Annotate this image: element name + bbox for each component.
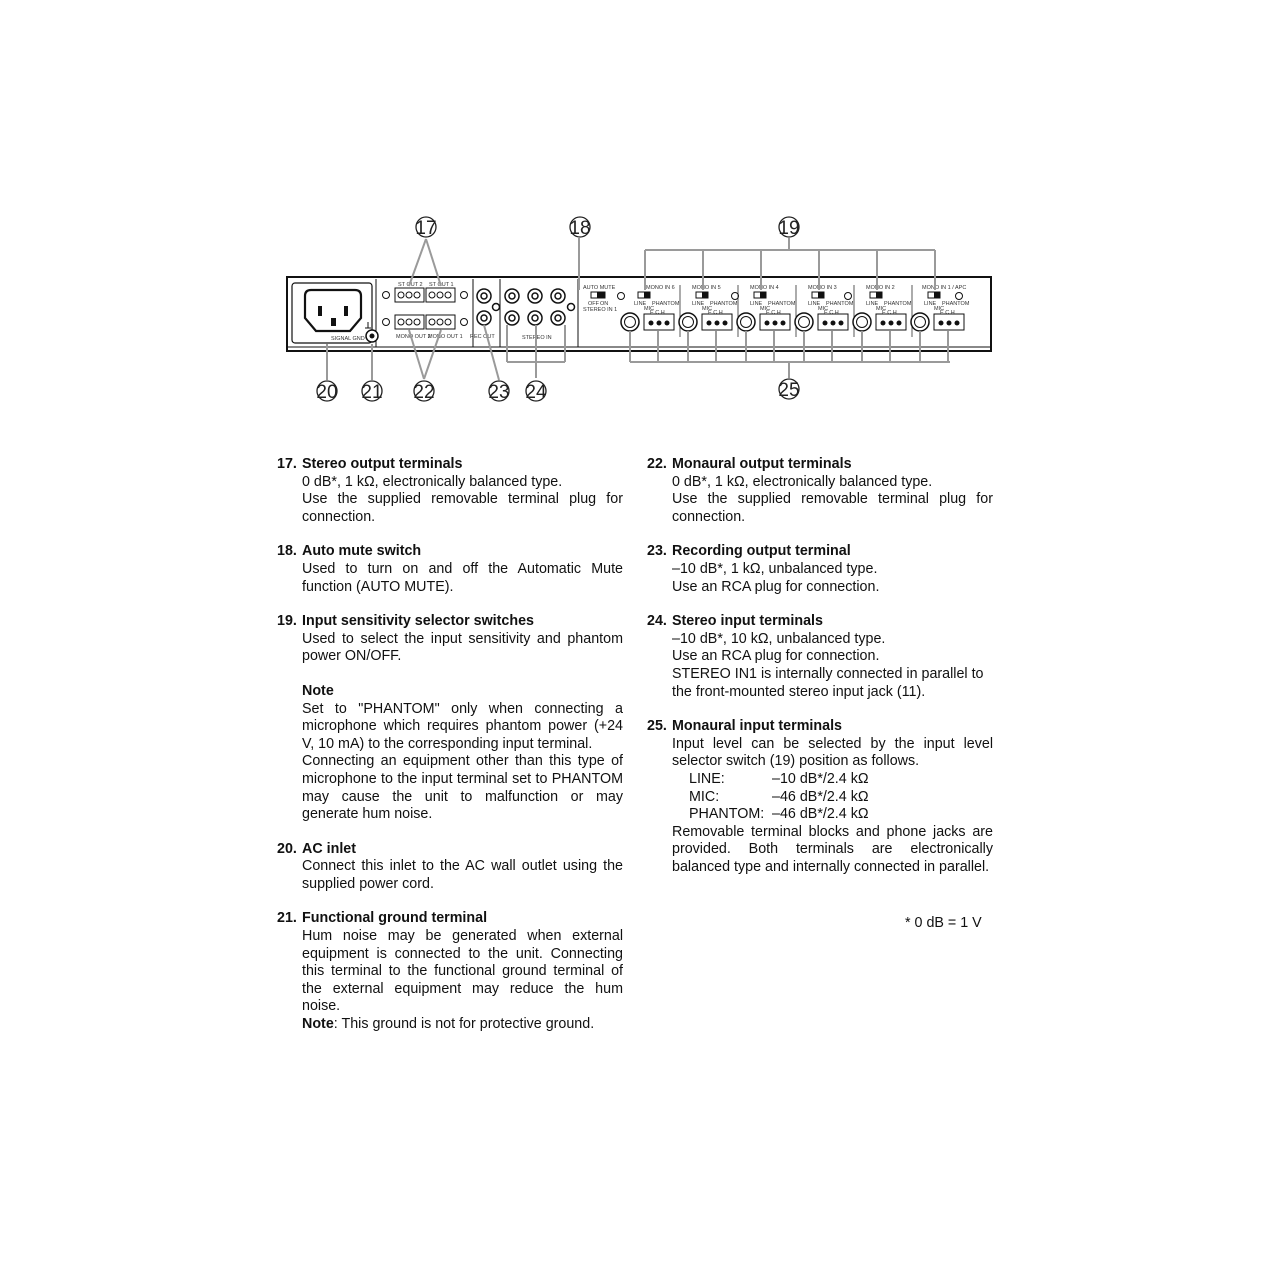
level-label: PHANTOM: (689, 806, 765, 823)
item-text: –10 dB*, 1 kΩ, unbalanced type. (672, 560, 878, 577)
item-text: Use the supplied removable terminal plug for connection. (302, 491, 623, 525)
callout-19 (778, 217, 799, 239)
item-text: Use the supplied removable terminal plug for connection. (672, 491, 993, 525)
item-17 (277, 456, 623, 526)
auto-mute-off-label: OFF (588, 301, 599, 307)
mono-in-label: MONO IN 2 (866, 285, 895, 291)
phantom-label: PHANTOM (710, 301, 738, 307)
svg-text:25: 25 (778, 380, 800, 401)
item-text: Removable terminal blocks and phone jacks are provided. Both terminals are electronically balanced type and internally connected in parallel. (672, 823, 993, 875)
callout-17 (415, 217, 436, 239)
callout-23 (488, 381, 509, 403)
svg-text:19: 19 (778, 218, 800, 239)
ech-label: E C H (650, 310, 665, 316)
item-21 (277, 910, 623, 1033)
level-row (689, 806, 993, 824)
note-label: Note (302, 1016, 334, 1033)
mono-out-2-label: MONO OUT 2 (396, 334, 431, 340)
item-number: 18. (277, 543, 297, 560)
input-level-table (672, 771, 993, 824)
item-title: Input sensitivity selector switches (302, 613, 535, 630)
item-text: Connect this inlet to the AC wall outlet using the supplied power cord. (302, 858, 623, 892)
note-text: Connecting an equipment other than this type of microphone to the input terminal set to PHANTOM may cause the unit to malfunction or may generate hum noise. (302, 753, 623, 823)
item-23 (647, 543, 993, 596)
item-24 (647, 613, 993, 701)
item-22 (647, 456, 993, 526)
mono-out-1-label: MONO OUT 1 (428, 334, 463, 340)
svg-text:23: 23 (488, 382, 510, 403)
item-number: 21. (277, 910, 297, 927)
item-text: STEREO IN1 is internally connected in parallel to the front-mounted stereo input jack (11). (672, 665, 984, 700)
mono-in-label: MONO IN 6 (646, 285, 675, 291)
callout-24 (525, 381, 547, 403)
callout-20 (316, 381, 337, 403)
item-title: Monaural input terminals (672, 718, 842, 735)
auto-mute-label: AUTO MUTE (583, 285, 616, 291)
item-20 (277, 841, 623, 894)
note-heading: Note (302, 682, 334, 699)
item-text: Use an RCA plug for connection. (672, 648, 880, 665)
auto-mute-switch (591, 292, 605, 298)
mic-label: MIC (760, 306, 771, 312)
item-text: Used to select the input sensitivity and phantom power ON/OFF. (302, 630, 623, 665)
ech-label: E C H (708, 310, 723, 316)
note-text: Set to "PHANTOM" only when connecting a microphone which requires phantom power (+24 V, 10 mA) to the corresponding input terminal. (302, 700, 623, 752)
item-number: 19. (277, 613, 297, 630)
line-label: LINE (750, 301, 763, 307)
callout-22 (413, 381, 434, 403)
line-label: LINE (924, 301, 937, 307)
mic-label: MIC (702, 306, 713, 312)
item-number: 22. (647, 456, 667, 472)
line-label: LINE (634, 301, 647, 307)
item-18 (277, 543, 623, 596)
level-label: LINE: (689, 770, 725, 787)
phantom-label: PHANTOM (768, 301, 796, 307)
item-text: 0 dB*, 1 kΩ, electronically balanced type. (302, 473, 563, 490)
item-25 (647, 718, 993, 876)
svg-text:18: 18 (569, 218, 591, 239)
auto-mute-stereo-label: STEREO IN 1 (583, 307, 618, 313)
ech-label: E C H (882, 310, 897, 316)
level-value: –46 dB*/2.4 kΩ (772, 806, 869, 823)
item-text: Use an RCA plug for connection. (672, 578, 880, 595)
svg-text:21: 21 (361, 382, 383, 403)
stereo-in-label: STEREO IN (522, 335, 552, 341)
st-out-2-label: ST OUT 2 (398, 282, 423, 288)
item-text: 0 dB*, 1 kΩ, electronically balanced type. (672, 473, 933, 490)
signal-gnd-label: SIGNAL GND (331, 336, 365, 342)
rear-panel-diagram (0, 0, 1280, 420)
ech-label: E C H (940, 310, 955, 316)
mono-in-label: MONO IN 3 (808, 285, 837, 291)
item-text: Used to turn on and off the Automatic Mute function (AUTO MUTE). (302, 560, 623, 595)
right-column (647, 456, 993, 893)
item-title: Stereo input terminals (672, 613, 823, 630)
mono-in-label: MONO IN 5 (692, 285, 721, 291)
ech-label: E C H (766, 310, 781, 316)
footnote: * 0 dB = 1 V (905, 915, 982, 931)
rec-out-label: REC OUT (470, 334, 495, 340)
item-number: 25. (647, 718, 667, 735)
svg-text:22: 22 (413, 382, 435, 403)
phantom-label: PHANTOM (884, 301, 912, 307)
item-number: 17. (277, 456, 297, 472)
item-title: Monaural output terminals (672, 456, 852, 472)
left-column (277, 456, 623, 1051)
svg-text:17: 17 (415, 218, 437, 239)
item-text: Input level can be selected by the input level selector switch (19) position as follows. (672, 735, 993, 770)
svg-text:24: 24 (525, 382, 547, 403)
item-number: 24. (647, 613, 667, 630)
item-title: Recording output terminal (672, 543, 851, 560)
level-row (689, 771, 993, 789)
item-number: 23. (647, 543, 667, 560)
item-title: Stereo output terminals (302, 456, 463, 472)
item-number: 20. (277, 840, 297, 857)
mic-label: MIC (644, 306, 655, 312)
svg-text:20: 20 (316, 382, 338, 403)
item-19 (277, 613, 623, 824)
callout-18 (569, 217, 590, 239)
mono-in-label: MONO IN 1 / APC (922, 285, 967, 291)
level-label: MIC: (689, 788, 720, 805)
level-value: –10 dB*/2.4 kΩ (772, 770, 869, 787)
phantom-label: PHANTOM (826, 301, 854, 307)
level-row (689, 789, 993, 807)
mic-label: MIC (934, 306, 945, 312)
ech-label: E C H (824, 310, 839, 316)
callout-21 (361, 381, 382, 403)
mono-in-label: MONO IN 4 (750, 285, 779, 291)
auto-mute-on-label: ON (600, 301, 609, 307)
note-text: : This ground is not for protective ground. (333, 1016, 595, 1033)
item-text: –10 dB*, 10 kΩ, unbalanced type. (672, 630, 886, 647)
item-title: AC inlet (302, 840, 357, 857)
mic-label: MIC (818, 306, 829, 312)
level-value: –46 dB*/2.4 kΩ (772, 788, 869, 805)
line-label: LINE (866, 301, 879, 307)
item-title: Auto mute switch (302, 543, 422, 560)
mic-label: MIC (876, 306, 887, 312)
callout-25 (778, 379, 799, 401)
item-text: Hum noise may be generated when external equipment is connected to the unit. Connecting this terminal to the functional ground terminal of the external equipment may reduce the hum noise. (302, 928, 623, 1015)
line-label: LINE (692, 301, 705, 307)
st-out-1-label: ST OUT 1 (429, 282, 454, 288)
item-title: Functional ground terminal (302, 910, 488, 927)
ac-inlet (292, 283, 372, 343)
phantom-label: PHANTOM (652, 301, 680, 307)
line-label: LINE (808, 301, 821, 307)
phantom-label: PHANTOM (942, 301, 970, 307)
